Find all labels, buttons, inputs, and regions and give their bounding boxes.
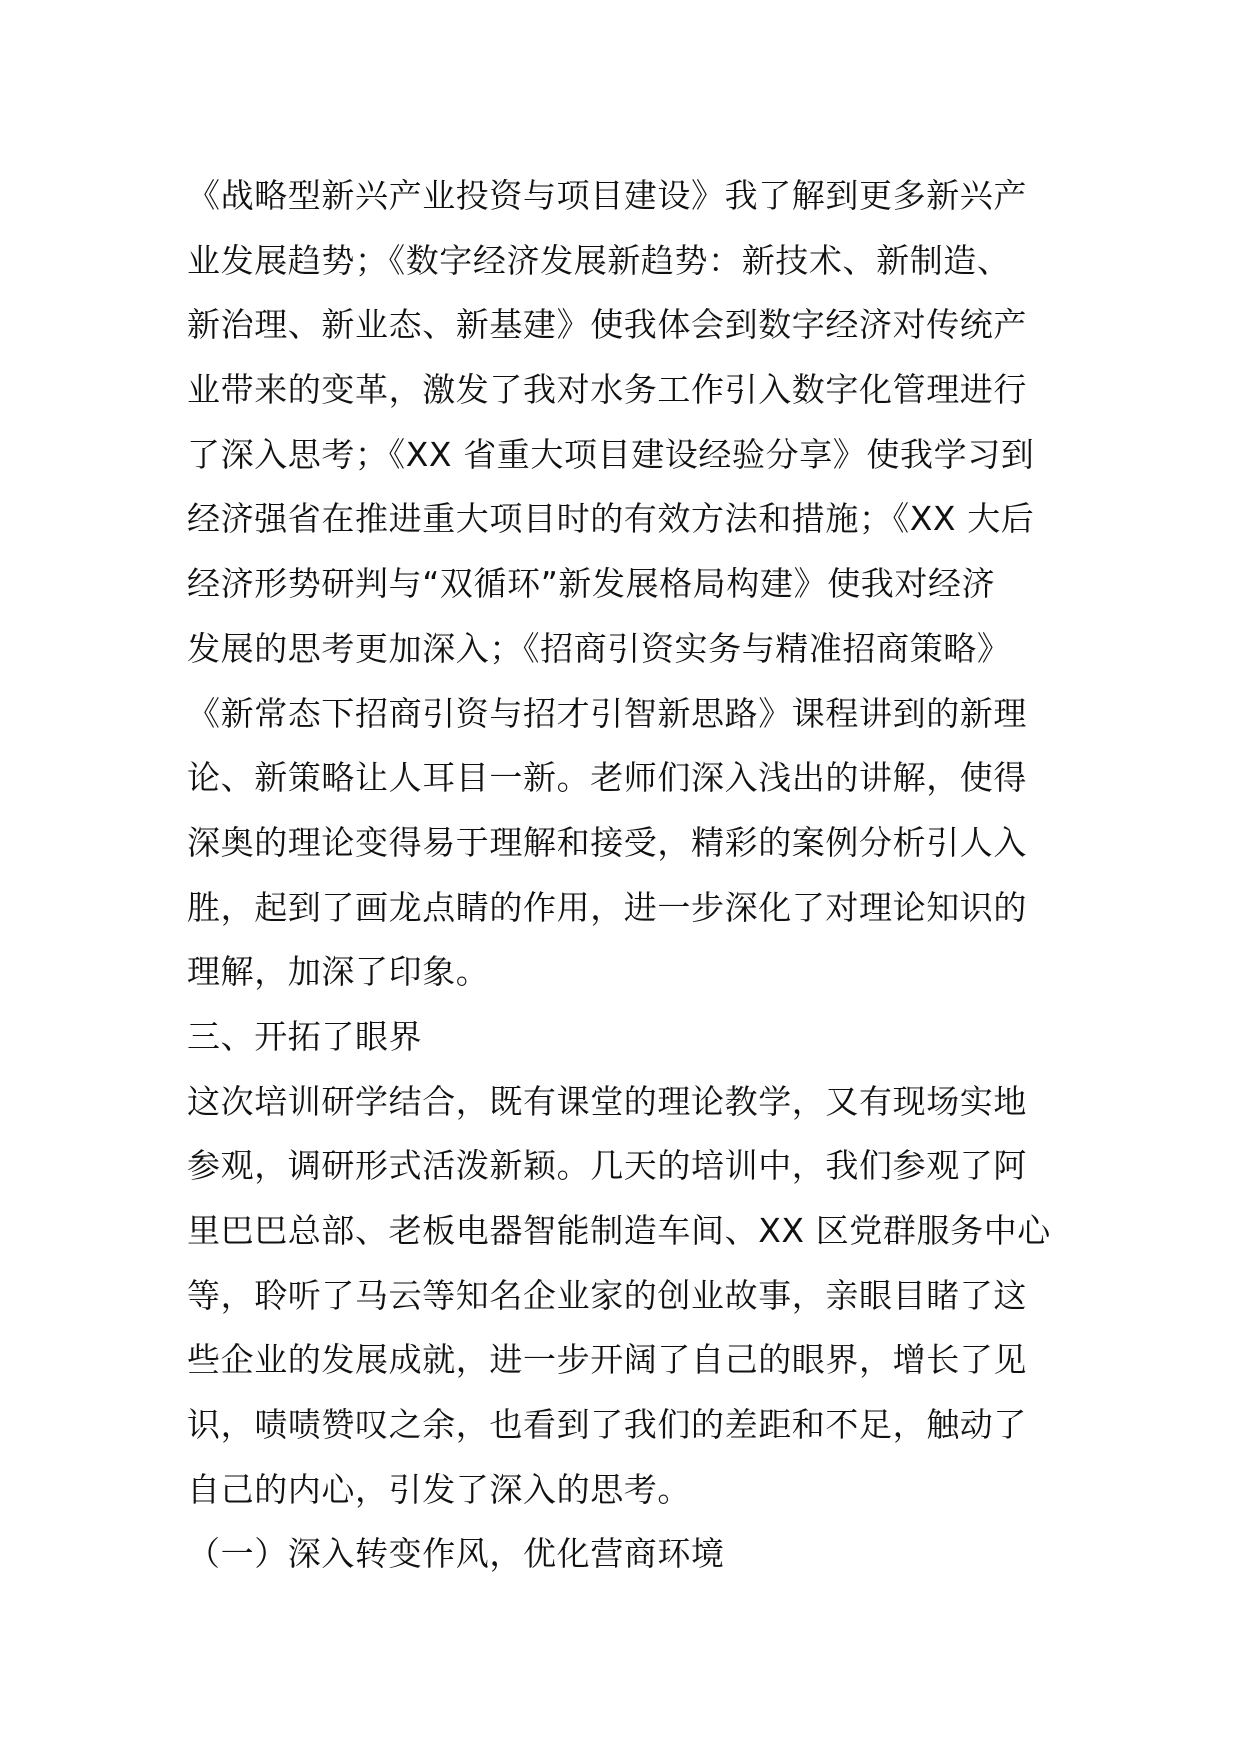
text-line: 这次培训研学结合，既有课堂的理论教学，又有现场实地 (187, 1081, 1027, 1121)
document-body (187, 164, 1055, 1587)
text-line: 参观，调研形式活泼新颖。几天的培训中，我们参观了阿 (187, 1146, 1027, 1186)
text-line: 识，啧啧赞叹之余，也看到了我们的差距和不足，触动了 (187, 1405, 1027, 1445)
text-line: 了深入思考；《XX 省重大项目建设经验分享》使我学习到 (187, 434, 1035, 474)
text-line: 新治理、新业态、新基建》使我体会到数字经济对传统产 (187, 305, 1027, 345)
text-line: 胜，起到了画龙点睛的作用，进一步深化了对理论知识的 (187, 887, 1027, 927)
text-line: 《新常态下招商引资与招才引智新思路》课程讲到的新理 (187, 693, 1027, 733)
text-line: 业发展趋势；《数字经济发展新趋势：新技术、新制造、 (187, 240, 1011, 280)
text-line: 里巴巴总部、老板电器智能制造车间、XX 区党群服务中心 (187, 1211, 1051, 1250)
text-line: 发展的思考更加深入；《招商引资实务与精准招商策略》 (187, 628, 1011, 668)
text-line: 经济形势研判与“双循环”新发展格局构建》使我对经济 (187, 564, 996, 604)
text-line: 业带来的变革，激发了我对水务工作引入数字化管理进行 (187, 370, 1027, 410)
text-line: 些企业的发展成就，进一步开阔了自己的眼界，增长了见 (187, 1340, 1027, 1380)
subsection-heading: （一）深入转变作风，优化营商环境 (187, 1534, 725, 1574)
text-line: 理解，加深了印象。 (187, 952, 490, 992)
text-line: 《战略型新兴产业投资与项目建设》我了解到更多新兴产 (187, 176, 1027, 215)
text-line: 等，聆听了马云等知名企业家的创业故事，亲眼目睹了这 (187, 1275, 1027, 1315)
text-line: 经济强省在推进重大项目时的有效方法和措施；《XX 大后 (187, 499, 1035, 539)
text-line: 自己的内心，引发了深入的思考。 (187, 1469, 691, 1509)
text-line: 论、新策略让人耳目一新。老师们深入浅出的讲解，使得 (187, 758, 1027, 798)
text-line: 深奥的理论变得易于理解和接受，精彩的案例分析引人入 (187, 822, 1027, 862)
section-heading: 三、开拓了眼界 (187, 1016, 423, 1056)
